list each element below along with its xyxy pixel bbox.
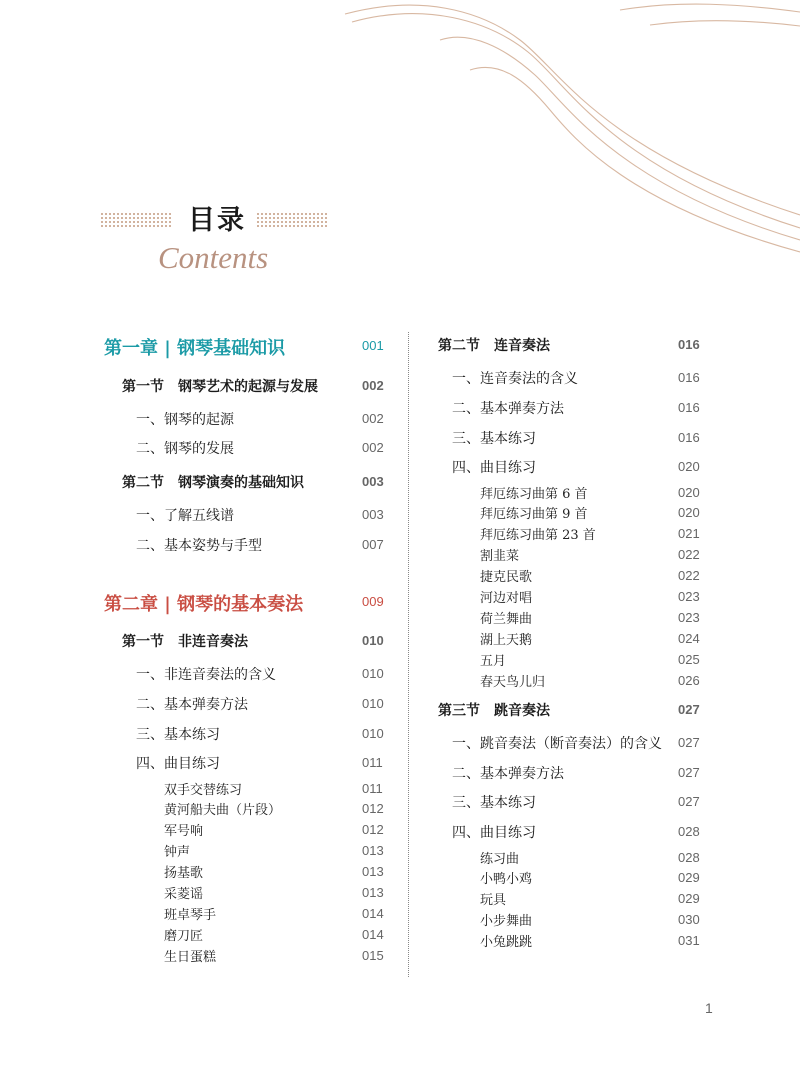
toc-entry-title: 三、基本练习 <box>136 727 220 743</box>
toc-section-number: 第一节 <box>122 379 164 395</box>
toc-page-number: 002 <box>362 440 384 455</box>
toc-sub-row <box>480 483 700 502</box>
toc-entry-title: 捷克民歌 <box>480 570 533 585</box>
toc-page-number: 026 <box>678 673 700 688</box>
toc-entry-title: 拜厄练习曲第 23 首 <box>480 528 596 543</box>
toc-sub-row <box>480 650 700 669</box>
toc-section-title: 非连音奏法 <box>178 634 248 650</box>
toc-sub-row <box>480 629 700 648</box>
toc-entry-title: 钟声 <box>164 845 191 860</box>
toc-section-title: 钢琴艺术的起源与发展 <box>178 379 318 395</box>
toc-sub-row <box>164 820 384 839</box>
toc-page-number: 025 <box>678 652 700 667</box>
toc-page-number: 029 <box>678 870 700 885</box>
toc-page-number: 007 <box>362 537 384 552</box>
toc-entry-title: 二、基本弹奏方法 <box>452 401 564 417</box>
toc-section-row <box>122 631 384 651</box>
toc-sub-row <box>480 587 700 606</box>
toc-section-row <box>438 700 700 720</box>
toc-section-number: 第二节 <box>122 475 164 491</box>
toc-page-number: 027 <box>678 765 700 780</box>
toc-page-number: 024 <box>678 631 700 646</box>
toc-chapter-row <box>104 334 384 360</box>
toc-page-number: 001 <box>362 338 384 353</box>
toc-entry-title: 二、基本弹奏方法 <box>452 766 564 782</box>
toc-sub-row <box>164 904 384 923</box>
toc-page-number: 016 <box>678 337 700 352</box>
toc-entry-title: 军号响 <box>164 824 204 839</box>
toc-page-number: 016 <box>678 430 700 445</box>
toc-entry-title: 第一章 | 钢琴基础知识 <box>104 338 286 359</box>
toc-entry-title: 春天鸟儿归 <box>480 675 546 690</box>
title-dots-left <box>100 212 172 228</box>
toc-sub-row <box>164 946 384 965</box>
toc-entry-title: 磨刀匠 <box>164 929 204 944</box>
toc-page-number: 010 <box>362 666 384 681</box>
toc-item-row <box>136 535 384 555</box>
toc-page-number: 012 <box>362 801 384 816</box>
toc-page-number: 010 <box>362 633 384 648</box>
toc-entry-title: 拜厄练习曲第 6 首 <box>480 487 588 502</box>
toc-item-row <box>452 822 700 842</box>
toc-entry-title: 一、非连音奏法的含义 <box>136 667 276 683</box>
toc-entry-title: 四、曲目练习 <box>136 756 220 772</box>
toc-chapter-row <box>104 590 384 616</box>
toc-sub-row <box>480 931 700 950</box>
toc-item-row <box>452 428 700 448</box>
toc-page-number: 020 <box>678 459 700 474</box>
toc-page-number: 013 <box>362 864 384 879</box>
toc-page-number: 027 <box>678 794 700 809</box>
toc-entry-title: 采菱谣 <box>164 887 204 902</box>
toc-page-number: 002 <box>362 411 384 426</box>
toc-entry-title: 双手交替练习 <box>164 783 243 798</box>
toc-page-number: 022 <box>678 568 700 583</box>
toc-sub-row <box>480 848 700 867</box>
toc-sub-row <box>480 503 700 522</box>
toc-page-number: 023 <box>678 589 700 604</box>
toc-section-title: 连音奏法 <box>494 338 550 354</box>
toc-entry-title: 扬基歌 <box>164 866 204 881</box>
toc-item-row <box>136 664 384 684</box>
toc-page-number: 003 <box>362 474 384 489</box>
column-divider <box>408 332 409 977</box>
toc-item-row <box>136 409 384 429</box>
toc-entry-title: 一、钢琴的起源 <box>136 412 234 428</box>
toc-entry-title: 二、钢琴的发展 <box>136 441 234 457</box>
toc-page-number: 029 <box>678 891 700 906</box>
toc-page-number: 010 <box>362 726 384 741</box>
page-title-english: Contents <box>158 240 269 275</box>
page-title: 目录 <box>188 205 246 236</box>
toc-item-row <box>452 733 700 753</box>
toc-section-row <box>122 376 384 396</box>
toc-page-number: 020 <box>678 505 700 520</box>
toc-page-number: 023 <box>678 610 700 625</box>
toc-entry-title: 四、曲目练习 <box>452 460 536 476</box>
toc-item-row <box>136 505 384 525</box>
toc-section-number: 第一节 <box>122 634 164 650</box>
toc-item-row <box>452 457 700 477</box>
toc-section-number: 第三节 <box>438 703 480 719</box>
toc-page-number: 013 <box>362 843 384 858</box>
toc-entry-title: 拜厄练习曲第 9 首 <box>480 507 588 522</box>
toc-entry-title: 荷兰舞曲 <box>480 612 533 627</box>
toc-sub-row <box>164 925 384 944</box>
toc-entry-title: 第二章 | 钢琴的基本奏法 <box>104 594 304 615</box>
toc-entry-title: 割韭菜 <box>480 549 520 564</box>
toc-sub-row <box>164 779 383 798</box>
toc-page-number: 031 <box>678 933 700 948</box>
toc-page-number: 028 <box>678 850 700 865</box>
toc-entry-title: 一、了解五线谱 <box>136 508 234 524</box>
toc-page-number: 030 <box>678 912 700 927</box>
toc-sub-row <box>480 524 700 543</box>
toc-sub-row <box>480 566 700 585</box>
toc-page-number: 011 <box>362 781 383 796</box>
toc-sub-row <box>480 910 700 929</box>
page-number: 1 <box>705 1000 713 1016</box>
toc-sub-row <box>480 868 700 887</box>
toc-sub-row <box>480 545 700 564</box>
toc-item-row <box>452 792 700 812</box>
toc-entry-title: 玩具 <box>480 893 507 908</box>
toc-entry-title: 黄河船夫曲（片段） <box>164 803 282 818</box>
toc-entry-title: 三、基本练习 <box>452 795 536 811</box>
toc-entry-title: 一、连音奏法的含义 <box>452 371 578 387</box>
toc-item-row <box>452 398 700 418</box>
toc-entry-title: 小步舞曲 <box>480 914 533 929</box>
toc-page-number: 011 <box>362 755 383 770</box>
toc-page-number: 002 <box>362 378 384 393</box>
toc-entry-title: 湖上天鹅 <box>480 633 533 648</box>
toc-entry-title: 四、曲目练习 <box>452 825 536 841</box>
toc-page-number: 015 <box>362 948 384 963</box>
toc-item-row <box>136 724 384 744</box>
toc-page-number: 022 <box>678 547 700 562</box>
toc-sub-row <box>164 799 384 818</box>
toc-page-number: 016 <box>678 370 700 385</box>
toc-page-number: 027 <box>678 735 700 750</box>
toc-entry-title: 二、基本弹奏方法 <box>136 697 248 713</box>
toc-item-row <box>136 753 383 773</box>
toc-item-row <box>136 694 384 714</box>
toc-entry-title: 二、基本姿势与手型 <box>136 538 262 554</box>
toc-entry-title: 河边对唱 <box>480 591 533 606</box>
toc-sub-row <box>480 671 700 690</box>
toc-page-number: 027 <box>678 702 700 717</box>
toc-page-number: 020 <box>678 485 700 500</box>
toc-entry-title: 一、跳音奏法（断音奏法）的含义 <box>452 736 662 752</box>
toc-page-number: 012 <box>362 822 384 837</box>
toc-page-number: 010 <box>362 696 384 711</box>
toc-entry-title: 小兔跳跳 <box>480 935 533 950</box>
toc-page-number: 028 <box>678 824 700 839</box>
toc-section-number: 第二节 <box>438 338 480 354</box>
toc-item-row <box>452 763 700 783</box>
toc-sub-row <box>480 889 700 908</box>
toc-item-row <box>136 438 384 458</box>
toc-page-number: 021 <box>678 526 700 541</box>
toc-sub-row <box>164 841 384 860</box>
toc-entry-title: 班卓琴手 <box>164 908 217 923</box>
toc-page-number: 016 <box>678 400 700 415</box>
toc-item-row <box>452 368 700 388</box>
toc-entry-title: 小鸭小鸡 <box>480 872 533 887</box>
toc-page-number: 009 <box>362 594 384 609</box>
toc-section-row <box>122 472 384 492</box>
toc-entry-title: 生日蛋糕 <box>164 950 217 965</box>
toc-section-row <box>438 335 700 355</box>
toc-section-title: 钢琴演奏的基础知识 <box>178 475 304 491</box>
toc-page-number: 013 <box>362 885 384 900</box>
toc-entry-title: 三、基本练习 <box>452 431 536 447</box>
toc-sub-row <box>164 862 384 881</box>
toc-entry-title: 练习曲 <box>480 852 520 867</box>
toc-page-number: 003 <box>362 507 384 522</box>
toc-sub-row <box>164 883 384 902</box>
title-dots-right <box>256 212 328 228</box>
toc-page-number: 014 <box>362 927 384 942</box>
toc-sub-row <box>480 608 700 627</box>
toc-entry-title: 五月 <box>480 654 507 669</box>
toc-page-number: 014 <box>362 906 384 921</box>
toc-section-title: 跳音奏法 <box>494 703 550 719</box>
